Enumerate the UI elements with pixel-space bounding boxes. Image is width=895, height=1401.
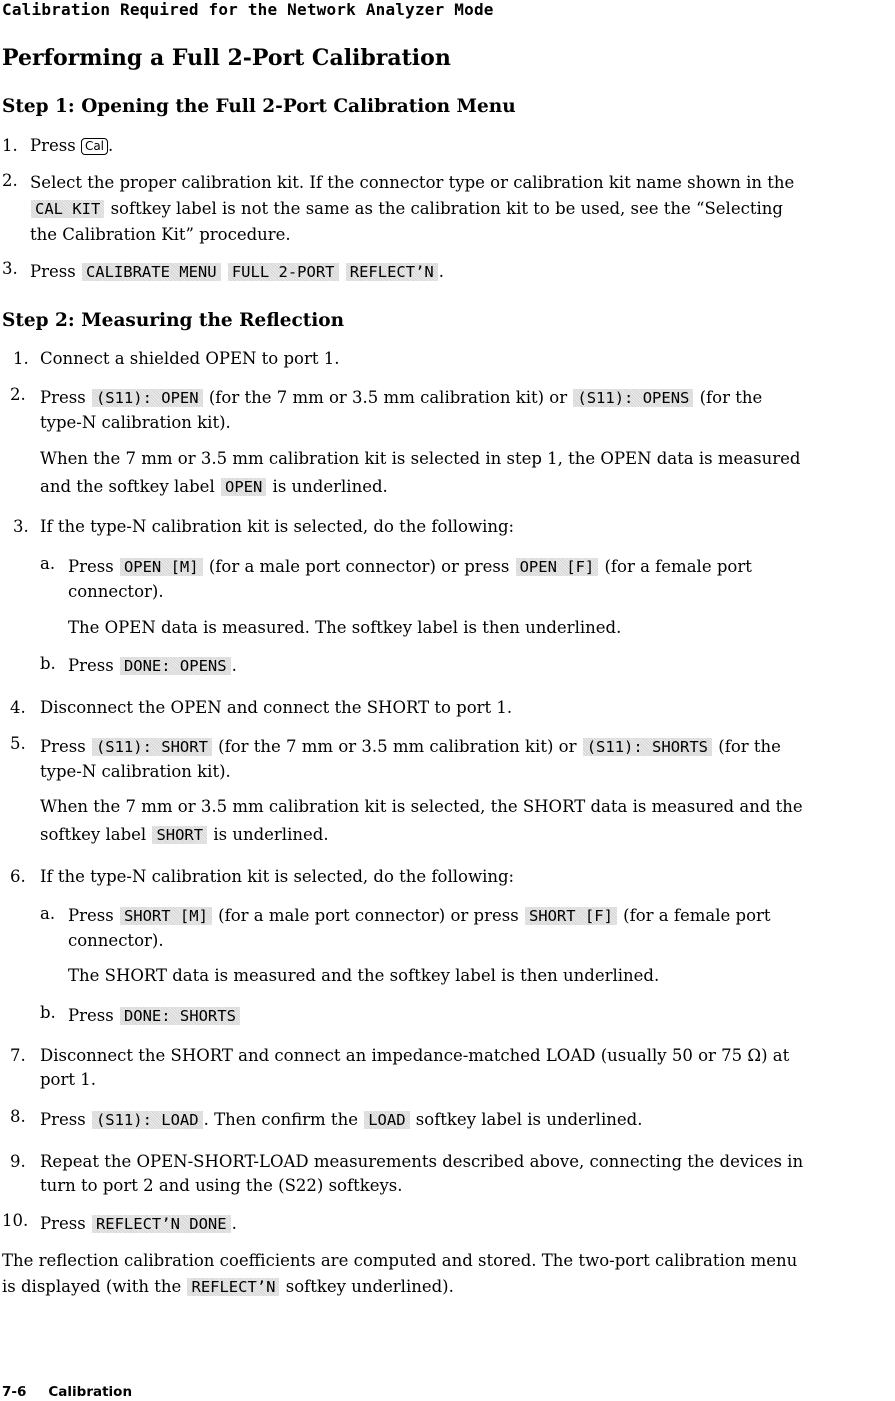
step1-heading: Step 1: Opening the Full 2-Port Calibration Menu xyxy=(2,96,516,117)
reflectn-softkey[interactable]: REFLECT’N xyxy=(346,263,438,281)
step2-item4-number: 4. xyxy=(10,698,26,717)
page-title: Performing a Full 2-Port Calibration xyxy=(2,45,451,71)
step2-item6a-line1: Press SHORT [M] (for a male port connector) or press SHORT [F] (for a female port xyxy=(68,906,771,925)
step2-item3: If the type-N calibration kit is selected, do the following: xyxy=(40,517,515,536)
step1-item2-line2: CAL KIT softkey label is not the same as the calibration kit to be used, see the “Selecting xyxy=(30,199,783,219)
s11-load-softkey[interactable]: (S11): LOAD xyxy=(92,1111,203,1129)
step2-item2-line1: Press (S11): OPEN (for the 7 mm or 3.5 mm calibration kit) or (S11): OPENS (for the xyxy=(40,388,763,407)
step2-item10-number: 10. xyxy=(2,1211,29,1230)
step2-item2-number: 2. xyxy=(10,385,26,404)
page-number: 7-6 xyxy=(2,1384,27,1400)
closing-line1: The reflection calibration coefficients are computed and stored. The two-port calibration menu xyxy=(2,1251,798,1270)
cal-hardkey[interactable]: Cal xyxy=(81,138,108,155)
reflectn-softkey-closing[interactable]: REFLECT’N xyxy=(187,1278,279,1296)
section-name: Calibration xyxy=(48,1384,133,1400)
step2-item6a-note: The SHORT data is measured and the softkey label is then underlined. xyxy=(68,966,660,985)
step2-item3b: Press DONE: OPENS . xyxy=(68,656,237,675)
step2-item5-number: 5. xyxy=(10,734,26,753)
full-2-port-softkey[interactable]: FULL 2-PORT xyxy=(228,263,339,281)
closing-line2: is displayed (with the REFLECT’N softkey underlined). xyxy=(2,1277,454,1296)
step2-item3b-label: b. xyxy=(40,654,56,673)
step2-item3a-line1: Press OPEN [M] (for a male port connector) or press OPEN [F] (for a female port xyxy=(68,557,752,576)
step2-item5-line1: Press (S11): SHORT (for the 7 mm or 3.5 mm calibration kit) or (S11): SHORTS (for the xyxy=(40,737,781,756)
step2-item8: Press (S11): LOAD . Then confirm the LOAD softkey label is underlined. xyxy=(40,1110,643,1129)
step2-item5-line2: type-N calibration kit). xyxy=(40,762,231,781)
step2-item1: Connect a shielded OPEN to port 1. xyxy=(40,349,340,368)
open-m-softkey[interactable]: OPEN [M] xyxy=(120,558,203,576)
step1-item2-line1: Select the proper calibration kit. If the connector type or calibration kit name shown in the xyxy=(30,173,795,192)
short-m-softkey[interactable]: SHORT [M] xyxy=(120,907,212,925)
step2-item3a-label: a. xyxy=(40,554,56,573)
s11-shorts-softkey[interactable]: (S11): SHORTS xyxy=(583,738,712,756)
step2-item4: Disconnect the OPEN and connect the SHORT to port 1. xyxy=(40,698,513,717)
step2-item6b: Press DONE: SHORTS xyxy=(68,1006,241,1026)
step1-item2-line3: the Calibration Kit” procedure. xyxy=(30,225,291,244)
step2-item3a-line2: connector). xyxy=(68,582,164,601)
step2-item6: If the type-N calibration kit is selected, do the following: xyxy=(40,867,515,886)
done-opens-softkey[interactable]: DONE: OPENS xyxy=(120,657,231,675)
calibrate-menu-softkey[interactable]: CALIBRATE MENU xyxy=(82,263,221,281)
step2-item9-line2: turn to port 2 and using the (S22) softkeys. xyxy=(40,1176,403,1195)
done-shorts-softkey[interactable]: DONE: SHORTS xyxy=(120,1007,240,1025)
step1-item2-number: 2. xyxy=(2,171,18,190)
step2-item3-number: 3. xyxy=(13,517,29,536)
step2-item7-line1: Disconnect the SHORT and connect an impedance-matched LOAD (usually 50 or 75 Ω) at xyxy=(40,1046,790,1065)
step2-item2-para2: and the softkey label OPEN is underlined. xyxy=(40,477,388,496)
running-head: Calibration Required for the Network Analyzer Mode xyxy=(2,0,494,19)
step2-item10: Press REFLECT’N DONE . xyxy=(40,1214,237,1233)
step2-item6a-label: a. xyxy=(40,904,56,923)
step2-item6b-label: b. xyxy=(40,1003,56,1022)
step2-item6a-line2: connector). xyxy=(68,931,164,950)
step2-heading: Step 2: Measuring the Reflection xyxy=(2,310,345,331)
open-softkey[interactable]: OPEN xyxy=(221,478,266,496)
s11-opens-softkey[interactable]: (S11): OPENS xyxy=(573,389,693,407)
page-footer xyxy=(2,1384,154,1400)
step2-item2-para1: When the 7 mm or 3.5 mm calibration kit is selected in step 1, the OPEN data is measured xyxy=(40,449,801,468)
step1-item3-number: 3. xyxy=(2,259,18,278)
step2-item9-line1: Repeat the OPEN-SHORT-LOAD measurements described above, connecting the devices in xyxy=(40,1152,804,1171)
step2-item7-number: 7. xyxy=(10,1046,26,1065)
step2-item5-para1: When the 7 mm or 3.5 mm calibration kit is selected, the SHORT data is measured and the xyxy=(40,797,803,816)
s11-short-softkey[interactable]: (S11): SHORT xyxy=(92,738,212,756)
step2-item7-line2: port 1. xyxy=(40,1070,97,1089)
load-softkey[interactable]: LOAD xyxy=(364,1111,409,1129)
step2-item6-number: 6. xyxy=(10,867,26,886)
step2-item1-number: 1. xyxy=(13,349,29,368)
step2-item3a-note: The OPEN data is measured. The softkey label is then underlined. xyxy=(68,618,622,637)
step2-item2-line2: type-N calibration kit). xyxy=(40,413,231,432)
cal-kit-softkey[interactable]: CAL KIT xyxy=(31,200,104,218)
step1-item3: Press CALIBRATE MENU FULL 2-PORT REFLECT’N . xyxy=(30,262,444,281)
step2-item5-para2: softkey label SHORT is underlined. xyxy=(40,825,329,844)
step1-item1: Press Cal . xyxy=(30,136,114,155)
open-f-softkey[interactable]: OPEN [F] xyxy=(516,558,599,576)
short-f-softkey[interactable]: SHORT [F] xyxy=(525,907,617,925)
step2-item8-number: 8. xyxy=(10,1107,26,1126)
step1-item1-number: 1. xyxy=(2,136,18,155)
short-softkey[interactable]: SHORT xyxy=(152,826,207,844)
reflectn-done-softkey[interactable]: REFLECT’N DONE xyxy=(92,1215,231,1233)
s11-open-softkey[interactable]: (S11): OPEN xyxy=(92,389,203,407)
step2-item9-number: 9. xyxy=(10,1152,26,1171)
